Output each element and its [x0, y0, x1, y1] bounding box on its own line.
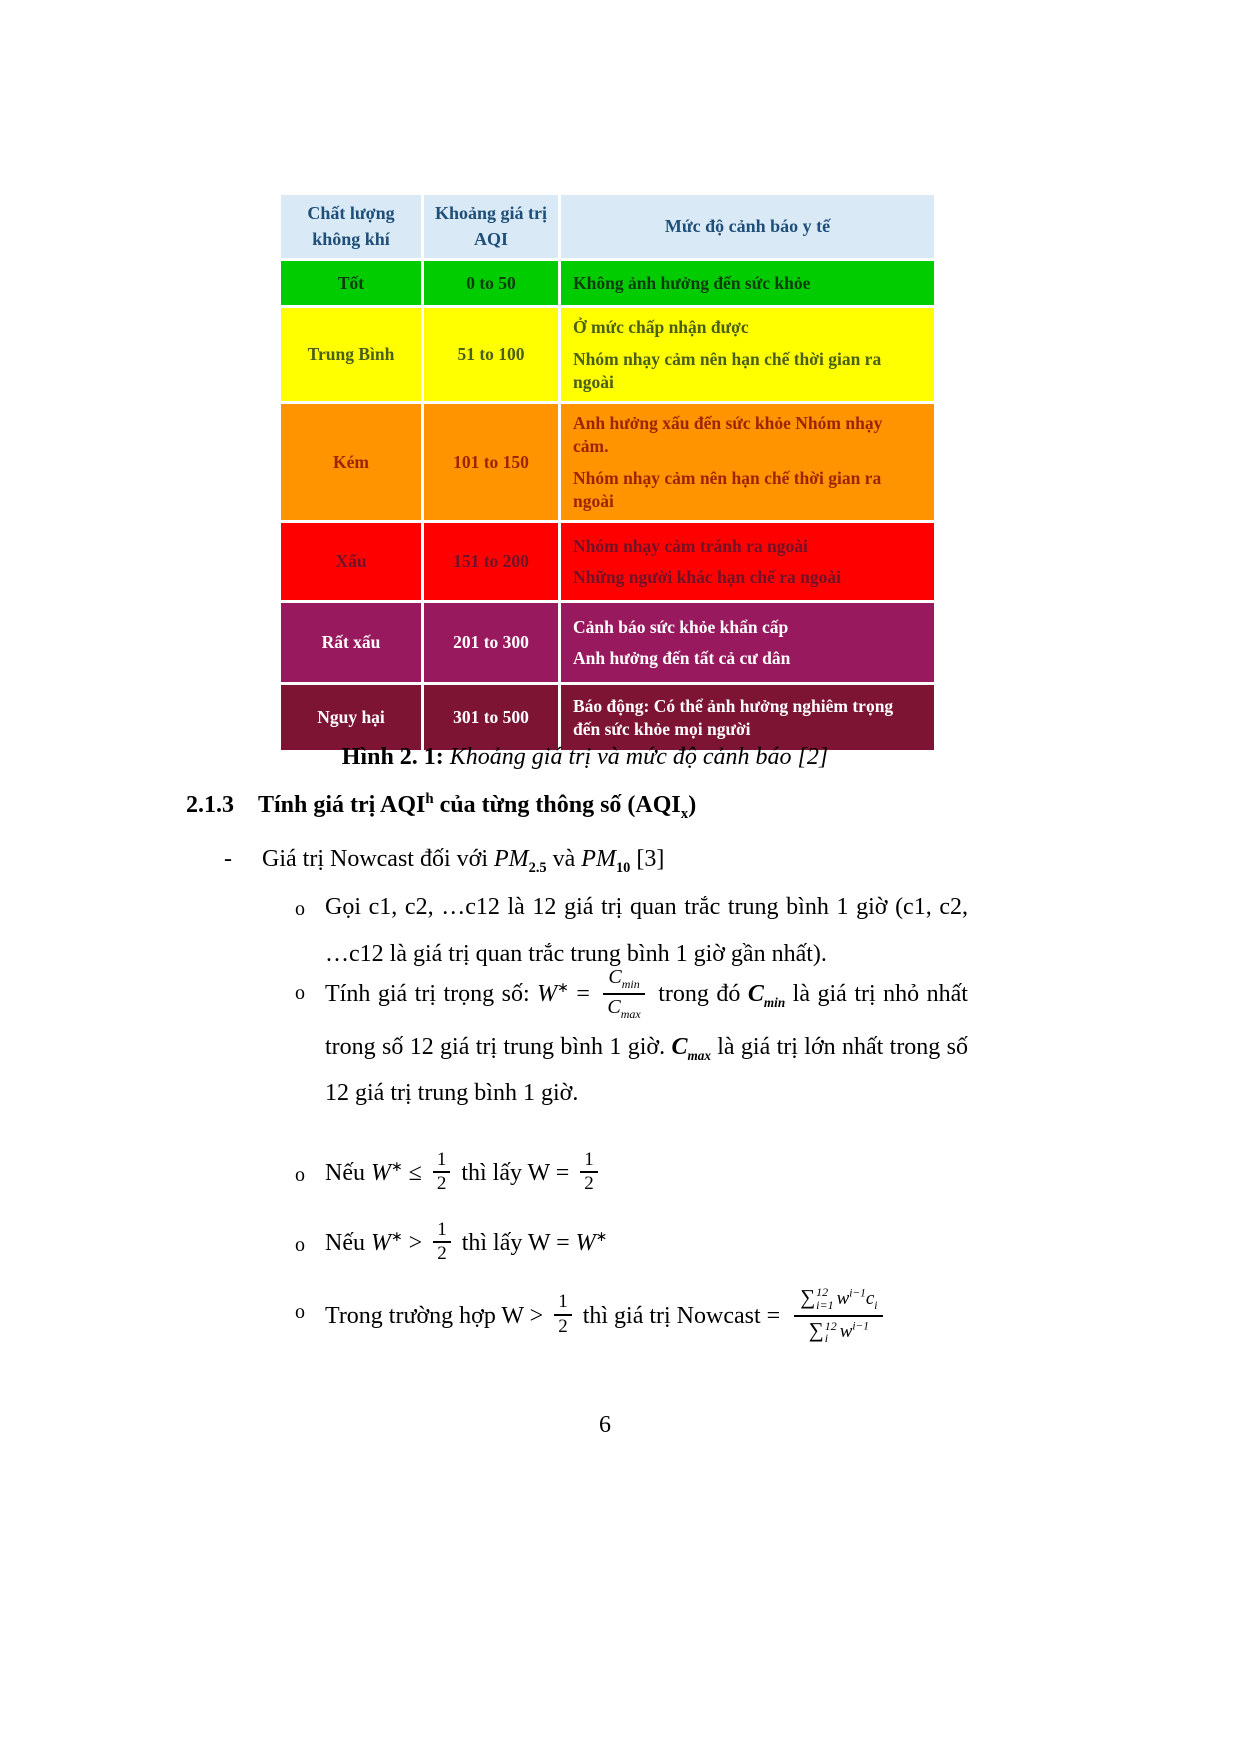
max-subscript: max: [620, 1006, 641, 1021]
w-variable: w: [836, 1288, 850, 1309]
w-star-variable: W: [370, 1160, 391, 1186]
figure-caption: [0, 744, 1170, 771]
page-number: 6: [599, 1412, 611, 1438]
bullet-marker: o: [295, 1301, 305, 1323]
text-segment: Nếu: [325, 1160, 371, 1186]
list-item-4: [293, 1220, 968, 1267]
cmax-variable: C: [671, 1033, 688, 1060]
header-air-quality: [280, 194, 423, 260]
cell-warning: [560, 522, 936, 602]
c-variable: c: [865, 1288, 875, 1309]
nowcast-formula-fraction: [794, 1285, 883, 1346]
header-aqi-range: [423, 194, 560, 260]
cell-warning: [560, 403, 936, 522]
relation-symbol: >: [402, 1230, 429, 1256]
cell-range: 51 to 100: [423, 307, 560, 403]
warning-line: Nhóm nhạy cảm nên hạn chế thời gian ra ngoài: [573, 348, 882, 392]
aqi-table: [278, 192, 937, 753]
cell-quality: Tốt: [280, 260, 423, 307]
text-segment: thì giá trị Nowcast =: [576, 1302, 787, 1329]
table-header-row: [280, 194, 936, 260]
pm25-symbol: PM: [493, 846, 529, 872]
c-variable: C: [607, 995, 621, 1018]
cell-warning: [560, 602, 936, 684]
warning-line: Báo động: Có thể ảnh hưởng nghiêm trọng đến sức khỏe mọi người: [573, 696, 894, 739]
sigma-upper-limit: 12: [824, 1318, 837, 1333]
nowcast-text: [262, 846, 665, 876]
warning-line: Cảnh báo sức khỏe khẩn cấp: [573, 616, 789, 637]
text-segment: Giá trị Nowcast đối với: [262, 846, 494, 872]
table-row-hazardous: [280, 684, 936, 752]
one-half-fraction: [433, 1150, 451, 1196]
section-number: 2.1.3: [186, 792, 234, 818]
section-title: [258, 791, 697, 822]
warning-line: Nhóm nhạy cảm tránh ra ngoài: [573, 535, 808, 556]
cell-range: 151 to 200: [423, 522, 560, 602]
header-line: Chất lượng: [307, 203, 395, 224]
text-segment: là giá trị lớn nhất trong số 12 giá trị trung bình 1 giờ.: [325, 1033, 968, 1107]
bullet-marker: o: [295, 1164, 305, 1186]
warning-line: Anh hưởng xấu đến sức khỏe Nhóm nhạy cảm.: [573, 413, 883, 456]
list-item-5: [293, 1287, 968, 1348]
caption-label: Hình 2. 1:: [341, 744, 444, 770]
sigma-limits: [816, 1286, 833, 1311]
fraction-denominator: [603, 995, 644, 1022]
fraction-denominator: 2: [584, 1173, 594, 1195]
header-health-warning: [560, 194, 936, 260]
text-segment: Tính giá trị trọng số:: [325, 981, 538, 1008]
cell-range: 101 to 150: [423, 403, 560, 522]
warning-line: Anh hưởng đến tất cả cư dân: [573, 648, 791, 669]
formula-numerator: [794, 1285, 883, 1317]
sigma-lower-limit: i=1: [816, 1297, 834, 1312]
formula-denominator: [794, 1317, 883, 1345]
cell-range: 301 to 500: [423, 684, 560, 752]
fraction-numerator: 1: [580, 1150, 598, 1174]
list-item-text: [325, 1218, 608, 1265]
table-row-very-bad: [280, 602, 936, 684]
text-segment: =: [568, 981, 598, 1008]
title-text: Tính giá trị AQI: [258, 792, 426, 818]
sigma-symbol: ∑: [800, 1285, 816, 1309]
w-star-variable: W: [575, 1230, 596, 1256]
text-segment: [3]: [630, 846, 665, 872]
text-segment: và: [546, 846, 582, 872]
text-segment: thì lấy W =: [455, 1160, 576, 1186]
fraction-denominator: 2: [436, 1173, 447, 1195]
header-line: AQI: [473, 228, 508, 249]
title-subscript: x: [680, 805, 689, 822]
star-superscript: ∗: [557, 981, 569, 997]
star-superscript: ∗: [390, 1230, 403, 1245]
w-star-variable: W: [537, 981, 558, 1008]
fraction-denominator: 2: [558, 1316, 568, 1338]
warning-line: Những người khác hạn chế ra ngoài: [573, 567, 841, 588]
warning-line: Nhóm nhạy cảm nên hạn chế thời gian ra ngoài: [573, 467, 882, 511]
sigma-lower-limit: i: [824, 1331, 829, 1346]
cell-quality: Xấu: [280, 522, 423, 602]
bullet-marker: o: [295, 898, 305, 920]
list-item-text: [325, 966, 968, 1107]
cell-range: 201 to 300: [423, 602, 560, 684]
cell-quality: Trung Bình: [280, 307, 423, 403]
warning-line: Không ảnh hưởng đến sức khỏe: [573, 272, 811, 293]
text-segment: trong đó: [650, 981, 748, 1008]
star-superscript: ∗: [390, 1160, 403, 1175]
pm10-symbol: PM: [581, 846, 616, 872]
w-star-variable: W: [370, 1230, 391, 1256]
warning-line: Ở mức chấp nhận được: [573, 317, 749, 337]
header-line: Mức độ cảnh báo y tế: [664, 215, 831, 236]
one-half-fraction: [580, 1150, 598, 1196]
cmin-cmax-fraction: [603, 966, 644, 1022]
header-line: Khoảng giá trị: [434, 203, 547, 224]
list-item-text: [325, 1148, 603, 1195]
list-item-text: [325, 1285, 883, 1346]
text-segment: thì lấy W =: [455, 1230, 576, 1256]
cell-range: 0 to 50: [423, 260, 560, 307]
exponent: i−1: [852, 1321, 869, 1334]
text-segment: Trong trường hợp W >: [325, 1302, 550, 1329]
fraction-numerator: 1: [554, 1292, 572, 1316]
cell-quality: Nguy hại: [280, 684, 423, 752]
relation-symbol: ≤: [402, 1160, 428, 1186]
title-superscript: h: [425, 791, 434, 807]
fraction-denominator: 2: [437, 1243, 447, 1265]
title-text: ): [688, 792, 697, 818]
index-subscript: i: [874, 1299, 878, 1312]
table-row-moderate: [280, 307, 936, 403]
section-heading: [186, 791, 696, 823]
bullet-marker: o: [295, 982, 305, 1004]
list-item-1: [293, 884, 968, 978]
star-superscript: ∗: [595, 1230, 608, 1245]
sigma-limits: [825, 1320, 837, 1345]
min-subscript: min: [763, 995, 786, 1011]
w-variable: w: [839, 1321, 853, 1343]
list-item-2: [293, 968, 968, 1117]
exponent: i−1: [849, 1287, 866, 1300]
max-subscript: max: [687, 1047, 711, 1063]
text-segment: Nếu: [325, 1230, 371, 1256]
pm25-subscript: 2.5: [528, 859, 547, 876]
one-half-fraction: [554, 1292, 572, 1338]
bullet-marker: o: [295, 1234, 305, 1256]
title-text: của từng thông số (AQI: [433, 792, 681, 818]
one-half-fraction: [433, 1220, 451, 1266]
sigma-symbol: ∑: [808, 1318, 824, 1343]
nowcast-bullet: [224, 846, 664, 877]
caption-text: Khoảng giá trị và mức độ cảnh báo [2]: [449, 744, 829, 770]
cell-quality: Rất xấu: [280, 602, 423, 684]
fraction-numerator: [603, 966, 644, 995]
cell-warning: [560, 260, 936, 307]
table-row-poor: [280, 403, 936, 522]
cell-warning: [560, 307, 936, 403]
list-item-text: Gọi c1, c2, …c12 là 12 giá trị quan trắc trung bình 1 giờ (c1, c2, …c12 là giá trị quan trắc trung bình 1 giờ gần nhất).: [325, 894, 968, 967]
fraction-numerator: 1: [433, 1150, 451, 1174]
cmin-variable: C: [747, 981, 764, 1008]
text-segment: là giá trị nhỏ nhất trong số 12 giá trị trung bình 1 giờ.: [325, 981, 968, 1060]
c-variable: C: [608, 966, 622, 988]
table-row-bad: [280, 522, 936, 602]
fraction-numerator: 1: [433, 1220, 451, 1244]
dash-marker: -: [224, 846, 232, 872]
list-item-3: [293, 1150, 968, 1197]
pm10-subscript: 10: [615, 859, 631, 876]
min-subscript: min: [621, 977, 640, 991]
cell-quality: Kém: [280, 403, 423, 522]
cell-warning: [560, 684, 936, 752]
header-line: không khí: [312, 228, 390, 249]
table-row-good: [280, 260, 936, 307]
sigma-upper-limit: 12: [816, 1285, 829, 1300]
